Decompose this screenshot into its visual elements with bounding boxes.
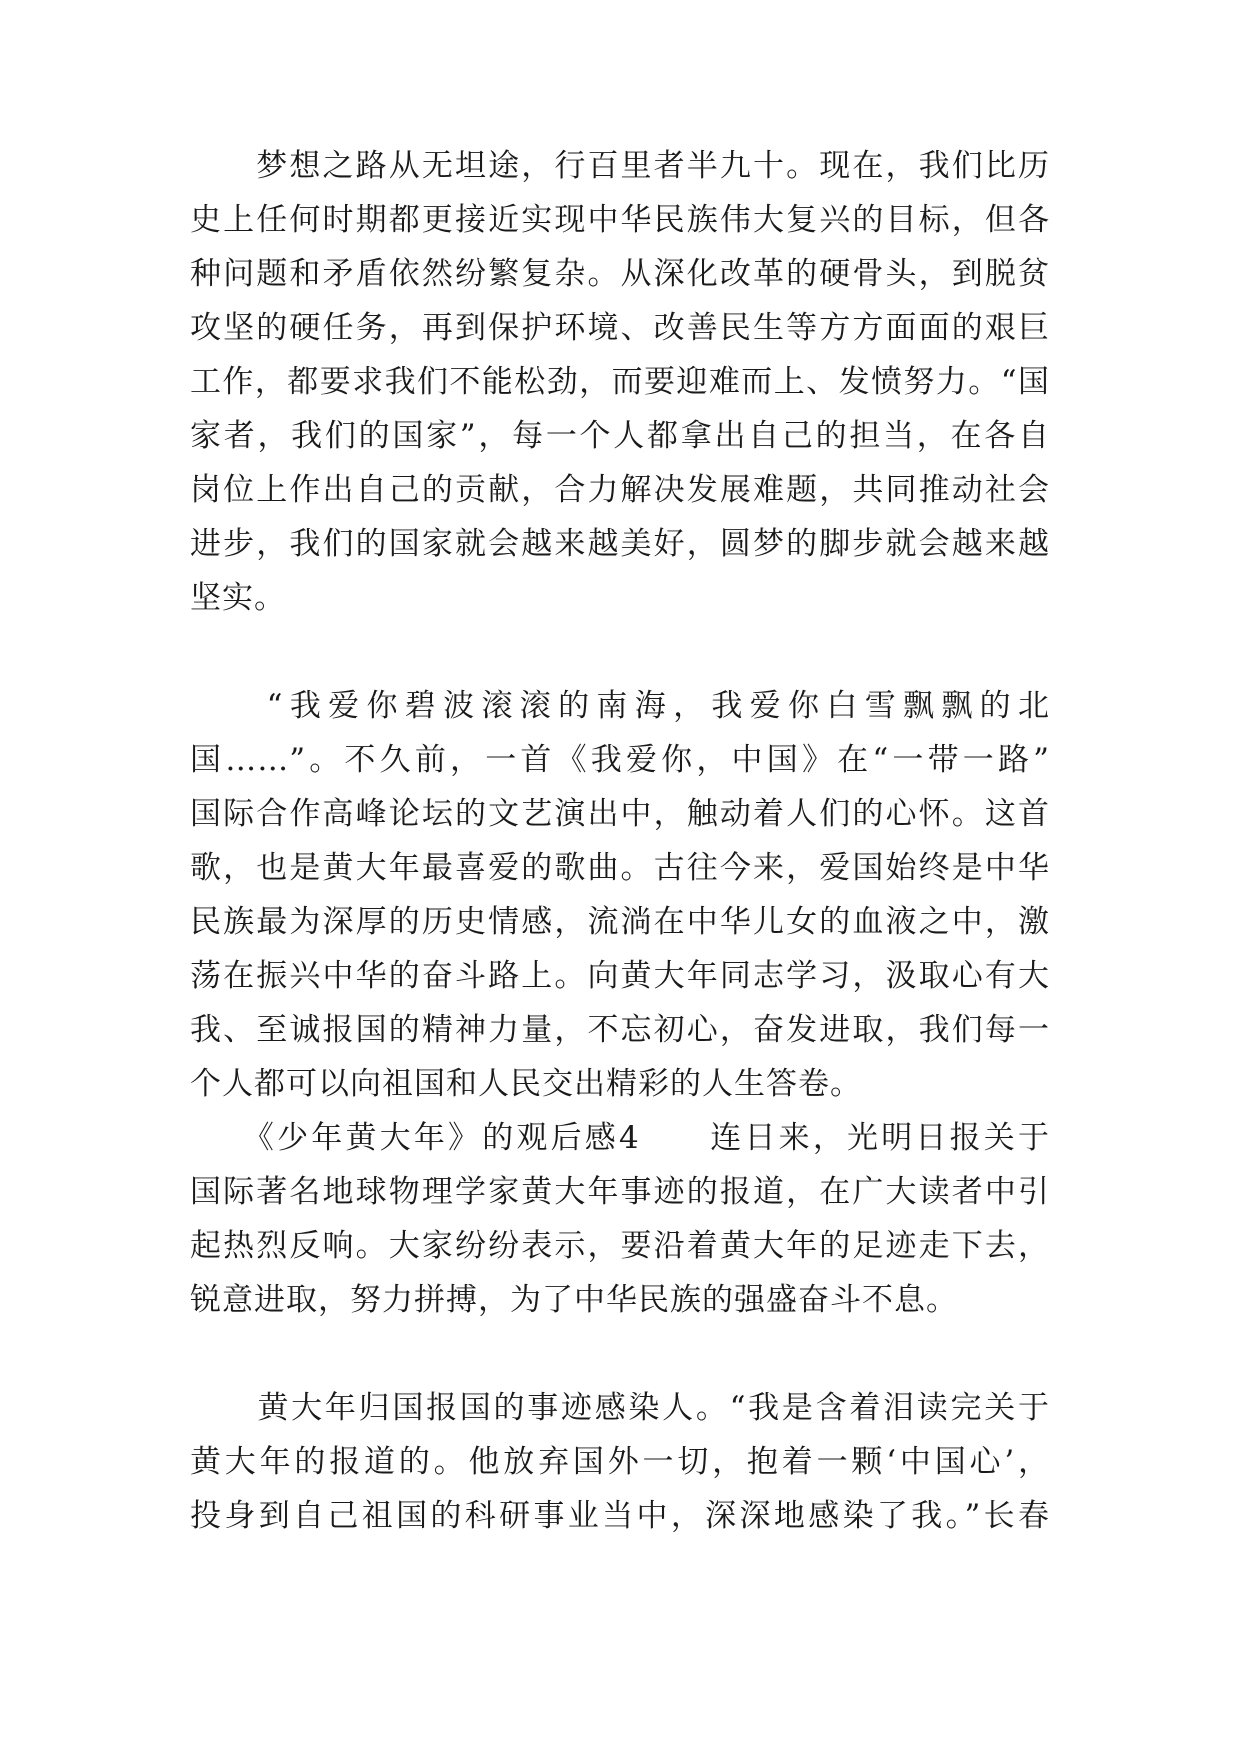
text-line: 进步，我们的国家就会越来越美好，圆梦的脚步就会越来越	[190, 526, 1050, 562]
text-line: 种问题和矛盾依然纷繁复杂。从深化改革的硬骨头，到脱贫	[190, 256, 1050, 292]
text-line: 个人都可以向祖国和人民交出精彩的人生答卷。	[190, 1066, 862, 1102]
text-line: 梦想之路从无坦途，行百里者半九十。现在，我们比历	[190, 148, 1050, 184]
text-line: 我、至诚报国的精神力量，不忘初心，奋发进取，我们每一	[190, 1012, 1050, 1048]
text-line: 起热烈反响。大家纷纷表示，要沿着黄大年的足迹走下去，	[190, 1228, 1050, 1264]
text-line: 黄大年归国报国的事迹感染人。“我是含着泪读完关于	[190, 1390, 1050, 1426]
text-line: 《少年黄大年》的观后感4 连日来，光明日报关于	[190, 1120, 1050, 1156]
text-line: 民族最为深厚的历史情感，流淌在中华儿女的血液之中，激	[190, 904, 1050, 940]
text-line: 黄大年的报道的。他放弃国外一切，抱着一颗‘中国心’，	[190, 1444, 1050, 1480]
text-line: 岗位上作出自己的贡献，合力解决发展难题，共同推动社会	[190, 472, 1050, 508]
text-line: 国……”。不久前，一首《我爱你，中国》在“一带一路”	[190, 742, 1050, 778]
text-line: 国际著名地球物理学家黄大年事迹的报道，在广大读者中引	[190, 1174, 1050, 1210]
text-line: 投身到自己祖国的科研事业当中，深深地感染了我。”长春	[190, 1498, 1050, 1534]
text-line: 国际合作高峰论坛的文艺演出中，触动着人们的心怀。这首	[190, 796, 1050, 832]
text-line: 锐意进取，努力拼搏，为了中华民族的强盛奋斗不息。	[190, 1282, 958, 1318]
text-line: 工作，都要求我们不能松劲，而要迎难而上、发愤努力。“国	[190, 364, 1050, 400]
text-line: 歌，也是黄大年最喜爱的歌曲。古往今来，爱国始终是中华	[190, 850, 1050, 886]
text-line: 家者，我们的国家”，每一个人都拿出自己的担当，在各自	[190, 418, 1050, 454]
text-line: “我爱你碧波滚滚的南海，我爱你白雪飘飘的北	[190, 688, 1050, 724]
text-line: 攻坚的硬任务，再到保护环境、改善民生等方方面面的艰巨	[190, 310, 1050, 346]
text-line: 坚实。	[190, 580, 286, 616]
text-line: 荡在振兴中华的奋斗路上。向黄大年同志学习，汲取心有大	[190, 958, 1050, 994]
text-line: 史上任何时期都更接近实现中华民族伟大复兴的目标，但各	[190, 202, 1050, 238]
